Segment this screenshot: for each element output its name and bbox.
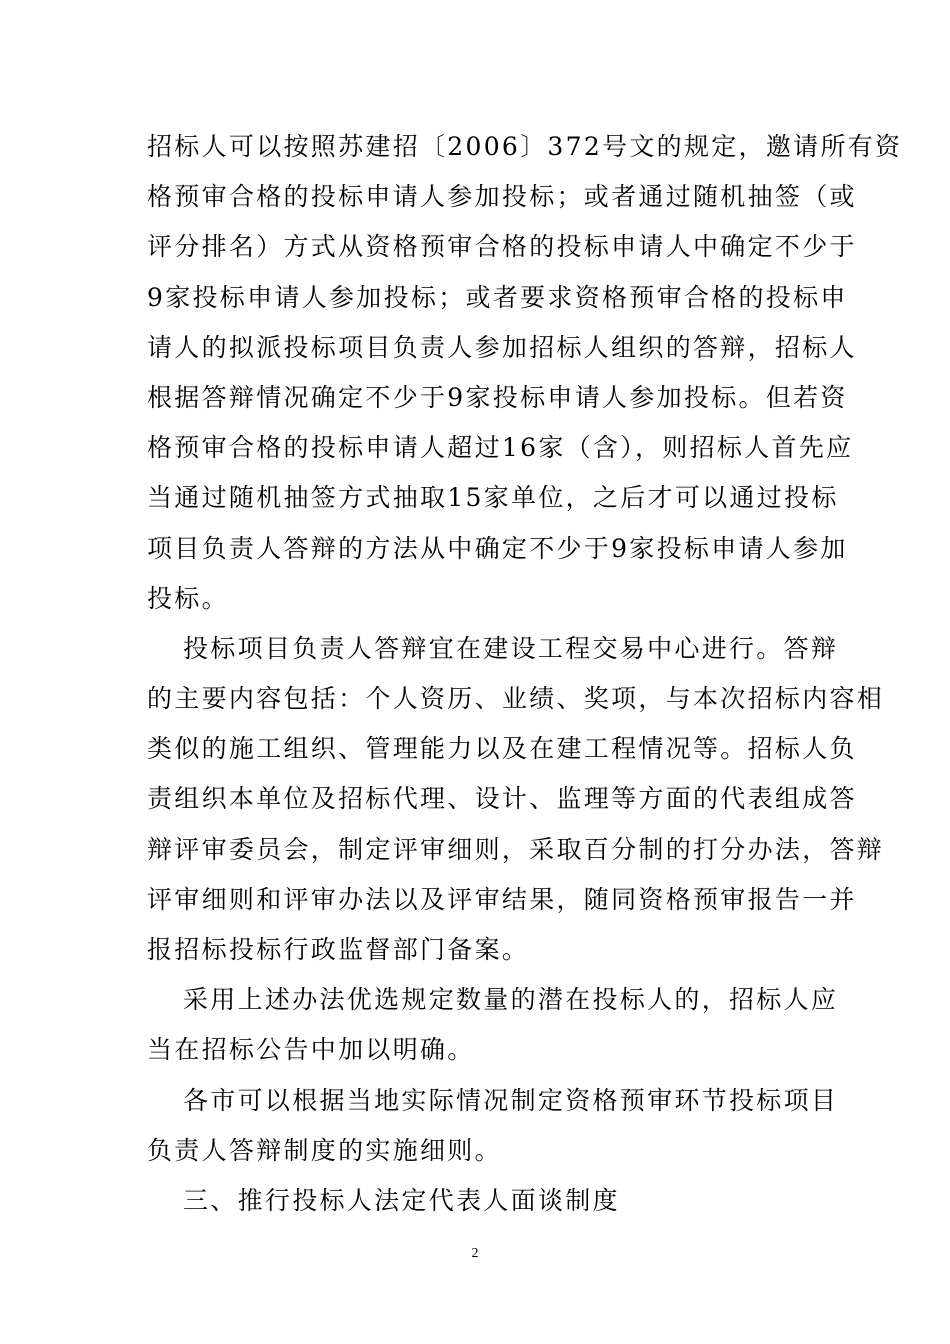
text-line: 评审细则和评审办法以及评审结果，随同资格预审报告一并 (147, 884, 857, 914)
text-line: 报招标投标行政监督部门备案。 (147, 935, 530, 964)
section-heading: 三、推行投标人法定代表人面谈制度 (183, 1185, 620, 1215)
text-line: 类似的施工组织、管理能力以及在建工程情况等。招标人负 (147, 734, 857, 764)
text-line: 责组织本单位及招标代理、设计、监理等方面的代表组成答 (147, 784, 857, 814)
text-line: 的主要内容包括：个人资历、业绩、奖项，与本次招标内容相 (147, 684, 885, 714)
paragraph-start-line: 投标项目负责人答辩宜在建设工程交易中心进行。答辩 (183, 633, 839, 663)
text-line: 当通过随机抽签方式抽取15家单位，之后才可以通过投标 (147, 483, 839, 513)
text-line: 投标。 (147, 583, 229, 613)
paragraph-start-line: 各市可以根据当地实际情况制定资格预审环节投标项目 (183, 1085, 839, 1115)
text-line: 格预审合格的投标申请人参加投标；或者通过随机抽签（或 (147, 182, 857, 212)
text-line: 招标人可以按照苏建招〔2006〕372号文的规定，邀请所有资 (147, 132, 903, 161)
paragraph-start-line: 采用上述办法优选规定数量的潜在投标人的，招标人应 (183, 985, 839, 1015)
text-line: 辩评审委员会，制定评审细则，采取百分制的打分办法，答辩 (147, 834, 885, 864)
body-text (147, 122, 903, 1226)
text-line: 当在招标公告中加以明确。 (147, 1035, 475, 1065)
text-line: 格预审合格的投标申请人超过16家（含），则招标人首先应 (147, 433, 854, 463)
text-line: 评分排名）方式从资格预审合格的投标申请人中确定不少于 (147, 232, 857, 262)
page-number: 2 (471, 1246, 479, 1261)
text-line: 9家投标申请人参加投标；或者要求资格预审合格的投标申 (147, 282, 848, 312)
text-line: 请人的拟派投标项目负责人参加招标人组织的答辩，招标人 (147, 332, 857, 362)
text-line: 负责人答辩制度的实施细则。 (147, 1135, 502, 1165)
text-line: 项目负责人答辩的方法从中确定不少于9家投标申请人参加 (147, 533, 848, 563)
text-line: 根据答辩情况确定不少于9家投标申请人参加投标。但若资 (147, 382, 848, 412)
